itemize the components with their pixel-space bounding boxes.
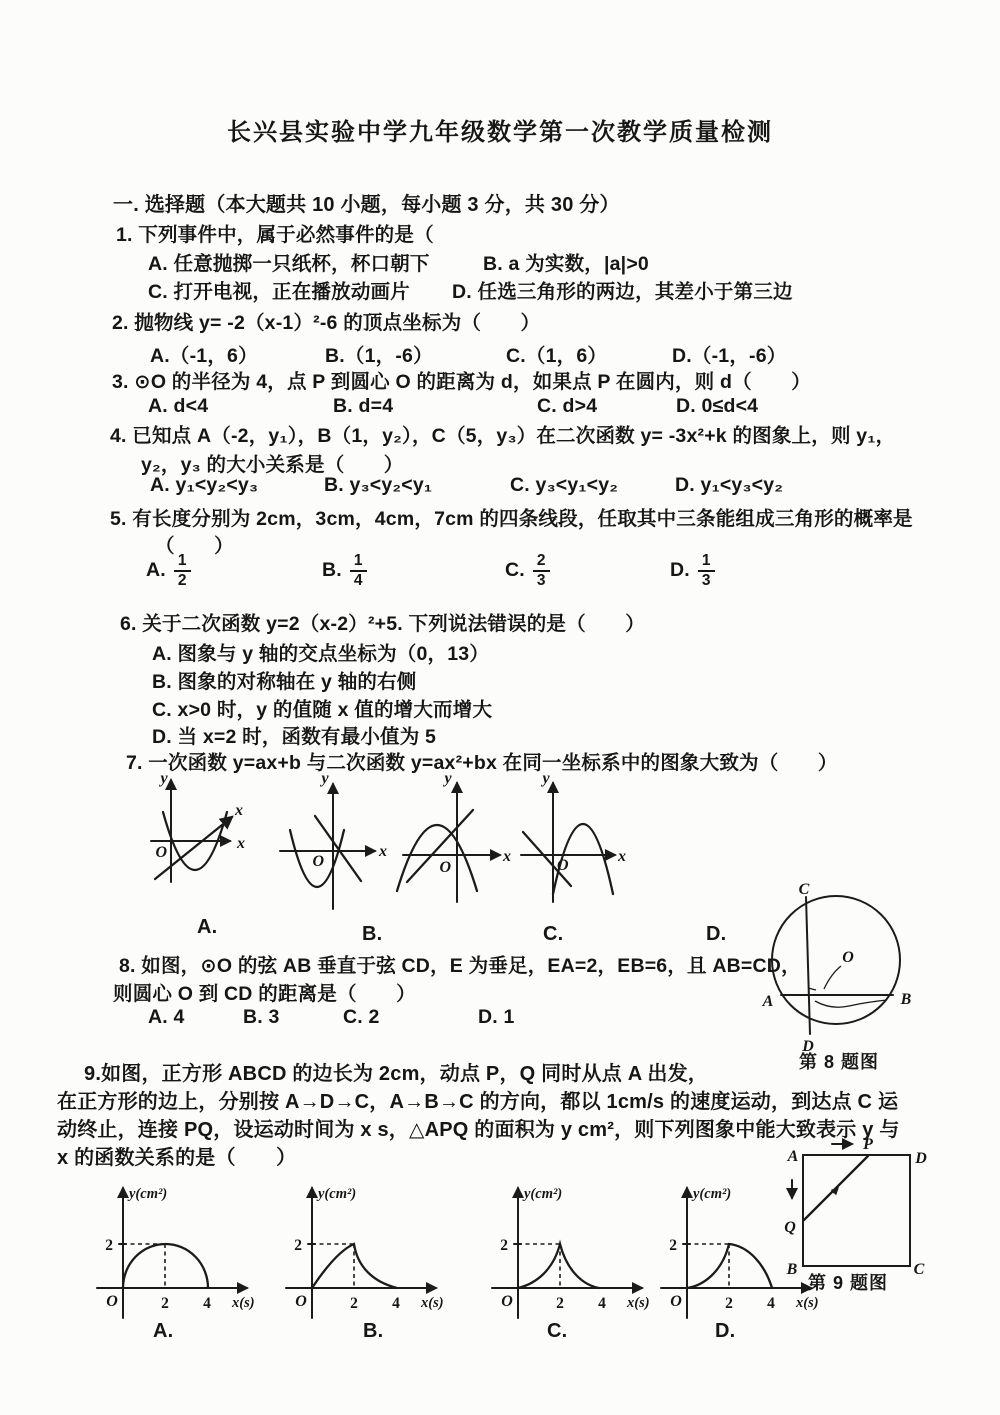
q9-graph-c — [480, 1178, 655, 1330]
y-axis-label: y(cm²) — [318, 1186, 357, 1202]
q1-option-b: B. a 为实数，|a|>0 — [483, 253, 649, 275]
circle-o — [772, 896, 900, 1024]
y-axis-label: y(cm²) — [693, 1186, 732, 1202]
q4-option-c: C. y₃<y₁<y₂ — [510, 474, 619, 496]
x-axis-label: x(s) — [796, 1295, 819, 1311]
q5-option-d — [670, 552, 715, 590]
x-axis-label: x(s) — [232, 1295, 255, 1311]
q7-label-a: A. — [197, 916, 218, 938]
origin-label: O — [295, 1293, 307, 1310]
q2-stem: 2. 抛物线 y= -2（x-1）²-6 的顶点坐标为（ ） — [112, 312, 541, 334]
fraction-denominator: 3 — [536, 571, 546, 589]
guide-dashes — [312, 1244, 354, 1288]
q3-option-a: A. d<4 — [148, 395, 209, 417]
q5-option-d-fraction — [698, 552, 715, 590]
q9-stem-line4: x 的函数关系的是（ ） — [57, 1147, 297, 1169]
x-tick-2: 2 — [161, 1295, 169, 1312]
fraction-denominator: 4 — [353, 571, 363, 589]
q7-label-d: D. — [706, 923, 727, 945]
q9-graph-a — [85, 1178, 260, 1330]
q9-label-d: D. — [715, 1320, 736, 1342]
corner-b-label: B — [786, 1261, 798, 1278]
center-leader-line — [824, 966, 841, 989]
point-c-label: C — [798, 881, 810, 898]
q6-option-b: B. 图象的对称轴在 y 轴的右侧 — [152, 671, 417, 693]
q2-option-d: D.（-1，-6） — [672, 345, 787, 367]
x-tick-4: 4 — [767, 1295, 775, 1312]
q7-graph-c — [395, 770, 515, 920]
q5-option-a-fraction — [174, 552, 191, 590]
y-tick-label: 2 — [105, 1237, 113, 1254]
x-tick-2: 2 — [556, 1295, 564, 1312]
q4-stem-line1: 4. 已知点 A（-2，y₁），B（1，y₂），C（5，y₃）在二次函数 y= -3x²+k 的图象上，则 y₁， — [110, 425, 896, 447]
x-tick-2: 2 — [350, 1295, 358, 1312]
q9-graph-b — [274, 1178, 449, 1330]
x-axis-label: x — [503, 848, 511, 865]
x-tick-2: 2 — [725, 1295, 733, 1312]
guide-dashes — [687, 1244, 729, 1288]
q8-stem-line2: 则圆心 O 到 CD 的距离是（ ） — [113, 983, 416, 1005]
y-tick-label: 2 — [669, 1237, 677, 1254]
origin-label: O — [670, 1293, 682, 1310]
y-axis-label: y — [321, 770, 329, 787]
q9-stem-line2: 在正方形的边上，分别按 A→D→C，A→B→C 的方向，都以 1cm/s 的速度运动，到达点 C 运 — [57, 1091, 899, 1113]
line-curve — [315, 816, 361, 881]
q2-option-c: C.（1，6） — [506, 345, 608, 367]
x-tick-4: 4 — [392, 1295, 400, 1312]
q8-option-c: C. 2 — [343, 1006, 380, 1028]
q1-option-a: A. 任意抛掷一只纸杯，杯口朝下 — [148, 253, 430, 275]
q1-option-d: D. 任选三角形的两边，其差小于第三边 — [452, 281, 793, 303]
origin-label: O — [312, 853, 324, 870]
center-o-label: O — [842, 949, 854, 966]
q6-option-c: C. x>0 时，y 的值随 x 值的增大而增大 — [152, 699, 493, 721]
point-p-label: P — [863, 1136, 873, 1153]
corner-a-label: A — [787, 1148, 799, 1165]
point-b-label: B — [900, 991, 912, 1008]
q9-stem-line1: 9.如图，正方形 ABCD 的边长为 2cm，动点 P，Q 同时从点 A 出发， — [84, 1063, 708, 1085]
q1-option-c: C. 打开电视，正在播放动画片 — [148, 281, 410, 303]
q9-stem-line3: 动终止，连接 PQ，设运动时间为 x s，△APQ 的面积为 y cm²，则下列图象中能大致表示 y 与 — [57, 1119, 900, 1141]
x-tick-4: 4 — [203, 1295, 211, 1312]
exam-title: 长兴县实验中学九年级数学第一次教学质量检测 — [227, 119, 773, 146]
q8-option-d: D. 1 — [478, 1006, 515, 1028]
q8-figure-caption: 第 8 题图 — [799, 1052, 880, 1072]
q6-option-d: D. 当 x=2 时，函数有最小值为 5 — [152, 726, 437, 748]
q9-figure-caption: 第 9 题图 — [808, 1273, 889, 1293]
q8-figure — [755, 872, 1000, 1072]
origin-label: O — [501, 1293, 513, 1310]
q3-option-c: C. d>4 — [537, 395, 598, 417]
q5-stem-line2: （ ） — [155, 535, 234, 557]
q2-option-a: A.（-1，6） — [150, 345, 258, 367]
q2-option-b: B.（1，-6） — [325, 345, 433, 367]
q8-option-a: A. 4 — [148, 1006, 185, 1028]
origin-label: O — [155, 844, 167, 861]
q5-option-c — [505, 552, 550, 590]
q5-option-a — [146, 552, 191, 590]
corner-c-label: C — [913, 1261, 925, 1278]
fraction-numerator: 1 — [174, 552, 191, 572]
origin-label: O — [106, 1293, 118, 1310]
q6-option-a: A. 图象与 y 轴的交点坐标为（0，13） — [152, 643, 490, 665]
x-axis-label: x(s) — [627, 1295, 650, 1311]
q3-stem: 3. ⊙O 的半径为 4，点 P 到圆心 O 的距离为 d，如果点 P 在圆内，则 d（ ） — [112, 371, 811, 393]
q4-option-d: D. y₁<y₃<y₂ — [675, 474, 784, 496]
origin-label: O — [557, 857, 569, 874]
y-axis-label: y — [542, 770, 550, 787]
chord-cd — [806, 897, 810, 1034]
x-axis-label: x — [379, 843, 387, 860]
q5-option-d-label: D. — [670, 559, 690, 582]
q7-label-c: C. — [543, 923, 564, 945]
fraction-numerator: 1 — [350, 552, 367, 572]
x-axis-label: x(s) — [421, 1295, 444, 1311]
fraction-numerator: 1 — [698, 552, 715, 572]
y-axis-label: y — [444, 770, 452, 787]
fraction-numerator: 2 — [533, 552, 550, 572]
x-axis-label: x — [237, 835, 245, 852]
x-tick-4: 4 — [598, 1295, 606, 1312]
underline-mark — [815, 1000, 887, 1007]
q9-label-b: B. — [363, 1320, 384, 1342]
curve-semicircle — [123, 1244, 208, 1288]
q3-option-d: D. 0≤d<4 — [676, 395, 759, 417]
curve-rise-decay — [312, 1244, 397, 1288]
fraction-denominator: 3 — [701, 571, 711, 589]
q9-label-c: C. — [547, 1320, 568, 1342]
q5-option-c-fraction — [533, 552, 550, 590]
curve-peak — [518, 1244, 599, 1288]
q7-label-b: B. — [362, 923, 383, 945]
q4-stem-line2: y₂，y₃ 的大小关系是（ ） — [141, 454, 404, 476]
q4-option-a: A. y₁<y₂<y₃ — [150, 474, 259, 496]
guide-dashes — [518, 1244, 560, 1288]
q5-option-b-fraction — [350, 552, 367, 590]
fraction-denominator: 2 — [177, 571, 187, 589]
q7-graph-a — [120, 770, 255, 920]
q4-option-b: B. y₃<y₂<y₁ — [324, 474, 433, 496]
q3-option-b: B. d=4 — [333, 395, 394, 417]
q9-graph-d — [649, 1178, 824, 1330]
corner-d-label: D — [915, 1150, 927, 1167]
q7-stem: 7. 一次函数 y=ax+b 与二次函数 y=ax²+bx 在同一坐标系中的图象大致为（ ） — [126, 752, 838, 774]
q5-option-c-label: C. — [505, 559, 525, 582]
q5-option-a-label: A. — [146, 559, 166, 582]
point-q-label: Q — [784, 1219, 796, 1236]
q1-stem: 1. 下列事件中，属于必然事件的是（ — [116, 224, 434, 246]
q7-graph-b — [275, 770, 390, 920]
point-a-label: A — [762, 993, 774, 1010]
y-axis-label: y — [160, 770, 168, 787]
q8-stem-line1: 8. 如图，⊙O 的弦 AB 垂直于弦 CD，E 为垂足，EA=2，EB=6，且 AB=CD， — [119, 955, 801, 977]
q9-label-a: A. — [153, 1320, 174, 1342]
x-axis-label: x — [618, 848, 626, 865]
q8-option-b: B. 3 — [243, 1006, 280, 1028]
y-axis-label: y(cm²) — [129, 1186, 168, 1202]
origin-label: O — [439, 859, 451, 876]
curve-rise-arc — [687, 1244, 772, 1288]
q5-stem-line1: 5. 有长度分别为 2cm，3cm，4cm，7cm 的四条线段，任取其中三条能组成三角形的概率是 — [110, 508, 913, 530]
y-tick-label: 2 — [294, 1237, 302, 1254]
q6-stem: 6. 关于二次函数 y=2（x-2）²+5. 下列说法错误的是（ ） — [120, 613, 645, 635]
y-axis-label: y(cm²) — [524, 1186, 563, 1202]
q5-option-b — [322, 552, 367, 590]
y-tick-label: 2 — [500, 1237, 508, 1254]
section-heading: 一. 选择题（本大题共 10 小题，每小题 3 分，共 30 分） — [113, 194, 620, 216]
q5-option-b-label: B. — [322, 559, 342, 582]
line-end-label: x — [235, 802, 243, 819]
point-d-label: D — [802, 1038, 814, 1055]
q7-graph-d — [515, 770, 635, 920]
